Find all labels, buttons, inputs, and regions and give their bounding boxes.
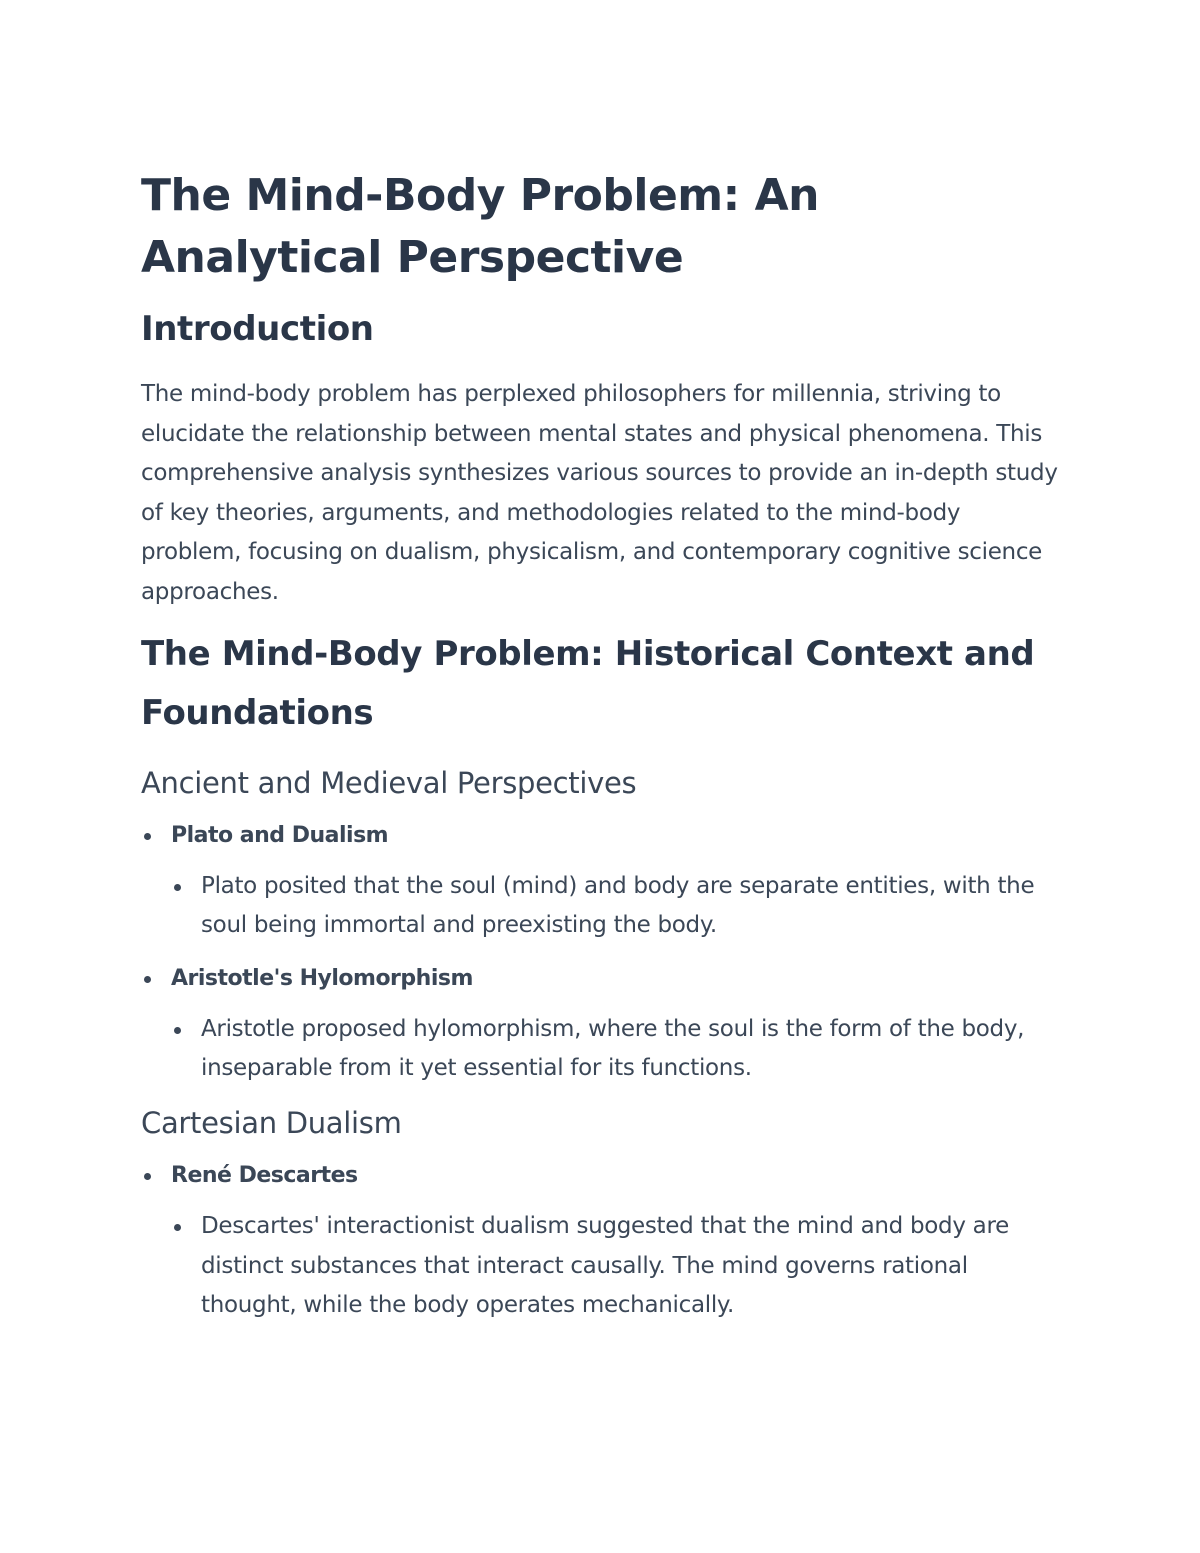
sub-list-item — [171, 1207, 1061, 1326]
bullet-icon — [144, 833, 151, 840]
introduction-paragraph: The mind-body problem has perplexed philosophers for millennia, striving to elucidate the relationship between mental states and physical phenomena. This comprehensive analysis synthesizes various sources to provide an in-depth study of key theories, arguments, and methodologies related to the mind-body problem, focusing on dualism, physicalism, and contemporary cognitive science approaches. — [141, 381, 1058, 605]
list-item-term: René Descartes — [171, 1162, 358, 1188]
bullet-icon — [144, 976, 151, 983]
list-item — [141, 1157, 1061, 1326]
ancient-medieval-list — [141, 817, 1061, 1089]
list-item — [141, 817, 1061, 946]
bullet-icon — [174, 884, 181, 891]
list-item-term: Aristotle's Hylomorphism — [171, 965, 473, 991]
cartesian-dualism-heading: Cartesian Dualism — [141, 1105, 402, 1140]
sub-list — [171, 867, 1061, 946]
list-item-detail: Plato posited that the soul (mind) and body are separate entities, with the soul being immortal and preexisting the body. — [201, 872, 1035, 939]
list-item — [141, 960, 1061, 1089]
bullet-icon — [174, 1224, 181, 1231]
sub-list — [171, 1207, 1061, 1326]
historical-context-heading: The Mind-Body Problem: Historical Context and Foundations — [141, 633, 1035, 733]
sub-list-item — [171, 867, 1061, 946]
list-item-detail: Aristotle proposed hylomorphism, where the soul is the form of the body, inseparable from it yet essential for its functions. — [201, 1015, 1025, 1082]
ancient-medieval-heading: Ancient and Medieval Perspectives — [141, 765, 637, 800]
introduction-heading: Introduction — [141, 309, 374, 349]
document-page — [141, 165, 1061, 1340]
sub-list — [171, 1010, 1061, 1089]
document-title: The Mind-Body Problem: An Analytical Perspective — [141, 170, 819, 283]
sub-list-item — [171, 1010, 1061, 1089]
bullet-icon — [174, 1027, 181, 1034]
bullet-icon — [144, 1173, 151, 1180]
cartesian-dualism-list — [141, 1157, 1061, 1326]
list-item-detail: Descartes' interactionist dualism suggested that the mind and body are distinct substances that interact causally. The mind governs rational thought, while the body operates mechanically. — [201, 1212, 1009, 1319]
list-item-term: Plato and Dualism — [171, 822, 389, 848]
